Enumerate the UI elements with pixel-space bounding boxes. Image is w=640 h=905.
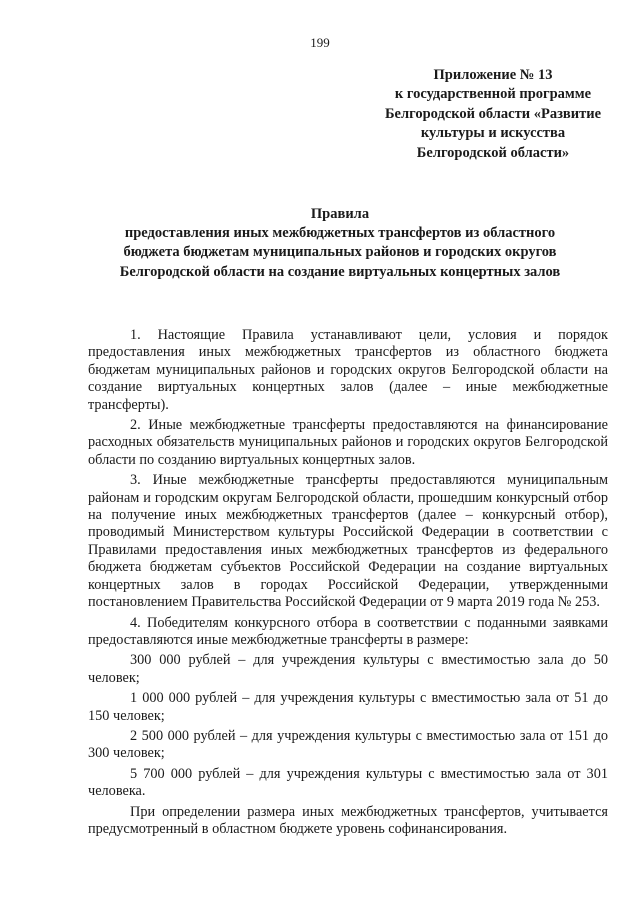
appendix-header (365, 66, 621, 163)
paragraph-2: 2. Иные межбюджетные трансферты предоставляются на финансирование расходных обязательств муниципальных районов и городских округов Белгородской области по созданию виртуальных концертных залов. (88, 417, 608, 468)
amount-item-4: 5 700 000 рублей – для учреждения культуры с вместимостью зала от 301 человека. (88, 765, 608, 800)
title-line: Правила (310, 206, 370, 222)
paragraph-4: 4. Победителям конкурсного отбора в соответствии с поданными заявками предоставляются иные межбюджетные трансферты в размере: (88, 614, 608, 648)
title-line: Белгородской области на создание виртуальных концертных залов (119, 263, 561, 280)
amount-item-3: 2 500 000 рублей – для учреждения культуры с вместимостью зала от 151 до 300 человек; (88, 727, 608, 762)
title-line: предоставления иных межбюджетных трансфертов из областного (124, 225, 556, 242)
page-number: 199 (310, 35, 330, 50)
paragraph-5: При определении размера иных межбюджетных трансфертов, учитывается предусмотренный в областном бюджете уровень софинансирования. (88, 803, 608, 837)
appendix-line: Белгородской области» (416, 144, 570, 161)
document-title (80, 205, 600, 282)
appendix-line: культуры и искусства (420, 125, 566, 142)
paragraph-1: 1. Настоящие Правила устанавливают цели, условия и порядок предоставления иных межбюджетных трансфертов из областного бюджета бюджетам муниципальных районов и городских округов Белгородской области на создание виртуальных концертных залов (далее – иные межбюджетные трансферты). (88, 327, 608, 413)
title-line: бюджета бюджетам муниципальных районов и городских округов (123, 244, 557, 261)
appendix-line: Приложение № 13 (433, 67, 553, 83)
appendix-line: Белгородской области «Развитие (384, 105, 602, 122)
appendix-line: к государственной программе (394, 86, 592, 103)
amount-item-2: 1 000 000 рублей – для учреждения культуры с вместимостью зала от 51 до 150 человек; (88, 690, 608, 724)
paragraph-3: 3. Иные межбюджетные трансферты предоставляются муниципальным районам и городским округам Белгородской области, прошедшим конкурсный отбор на получение иных межбюджетных трансфертов (далее – конкурсный отбор), проводимый Министерством культуры Российской Федерации в соответствии с Правилами предоставления иных межбюджетных трансфертов из федерального бюджета бюджетам субъектов Российской Федерации на создание виртуальных концертных залов в городах Российской Федерации, утвержденными постановлением Правительства Российской Федерации от 9 марта 2019 года № 253. (88, 472, 608, 611)
document-body (88, 327, 608, 838)
amount-item-1: 300 000 рублей – для учреждения культуры с вместимостью зала до 50 человек; (88, 652, 608, 686)
